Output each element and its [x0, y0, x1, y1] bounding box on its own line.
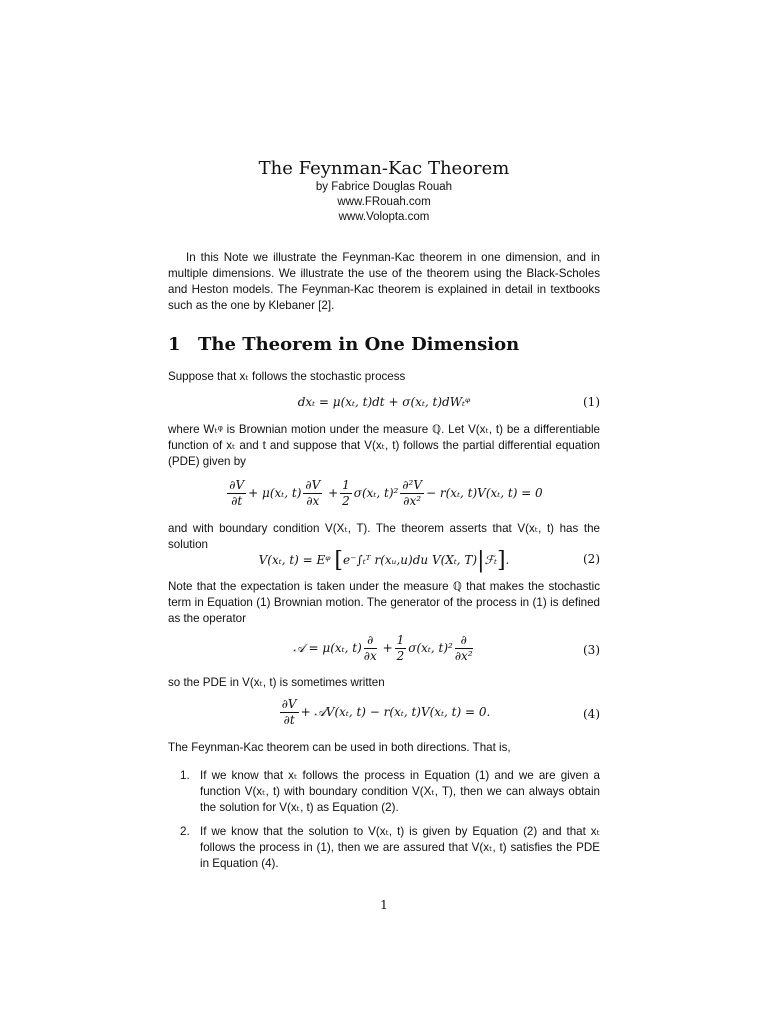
frac-half-3: $\frac{1}{2}$	[396, 633, 405, 663]
list-item-number: 1.	[180, 769, 190, 782]
paper-title: The Feynman-Kac Theorem	[258, 158, 510, 179]
list-item	[180, 768, 600, 816]
list-item-text: If we know that the solution to V(xₜ, t) is given by Equation (2) and that xₜ follows the process in (1), then we are assured that V(xₜ, t) satisfies the PDE in Equation (4).	[200, 825, 600, 870]
frac-d2v-dx2: $\frac{\text{∂²V}}{\text{∂x²}}$	[402, 478, 423, 508]
page-number: 1	[380, 898, 388, 912]
equation-2-number: (2)	[583, 552, 600, 566]
frac-d-dx: $\frac{\partial}{\partial x}$	[363, 633, 377, 663]
paragraph-6	[168, 740, 600, 756]
frac-half: $\frac{1}{2}$	[342, 478, 350, 508]
paragraph-1-text: Suppose that xₜ follows the stochastic process	[168, 370, 406, 383]
equation-1-body: dxₜ = μ(xₜ, t)dt + σ(xₜ, t)dWₜᵠ	[297, 395, 471, 409]
frac-dv-dx: $\frac{\partial V}{\partial x}$	[305, 478, 321, 508]
equation-1	[168, 395, 600, 413]
list-item-number: 2.	[180, 825, 190, 838]
paragraph-5-text: so the PDE in V(xₜ, t) is sometimes written	[168, 676, 385, 689]
author-line: by Fabrice Douglas Rouah	[315, 181, 453, 193]
equation-4: $\frac{\partial V}{\partial t}$ + 𝒜V(xₜ, t) − r(xₜ, t)V(xₜ, t) = 0. (4)	[281, 697, 600, 727]
section-number: 1	[168, 334, 181, 355]
equation-4-number: (4)	[583, 707, 600, 721]
paragraph-2	[168, 422, 600, 470]
paragraph-4-text: Note that the expectation is taken under the measure ℚ that makes the stochastic term in Equation (1) Brownian motion. The generator of the process in (1) is defined as the operator	[168, 580, 600, 625]
equation-2: V(xₜ, t) = Eᵠ [e⁻∫ₜᵀ r(xᵤ,u)du V(Xₜ, T)|ℱₜ]. (2)	[258, 548, 600, 573]
section-heading	[168, 334, 519, 355]
section-title: The Theorem in One Dimension	[198, 334, 520, 355]
equation-pde: $\frac{\partial V}{\partial t}$ + μ(xₜ, t) $\frac{\partial V}{\partial x}$ + $\frac{1}{2}$ σ(xₜ, t)² $\frac{\text{∂²V}}{\text{∂x²}}$ − r(xₜ, t)V(xₜ, t) = 0	[229, 478, 543, 508]
website-1: www.FRouah.com	[337, 196, 431, 208]
frac-dv-dt: $\frac{\partial V}{\partial t}$	[229, 478, 245, 508]
numbered-list	[180, 768, 600, 880]
intro-paragraph	[168, 250, 600, 314]
list-item-text: If we know that xₜ follows the process in Equation (1) and we are given a function V(xₜ, t) with boundary condition V(Xₜ, T), then we can always obtain the solution for V(xₜ, t) as Equation (2).	[200, 769, 600, 814]
equation-3-number: (3)	[583, 643, 600, 657]
equation-1-number: (1)	[583, 395, 600, 409]
website-2: www.Volopta.com	[338, 211, 430, 223]
list-item	[180, 824, 600, 872]
paragraph-1	[168, 369, 600, 385]
paragraph-4	[168, 579, 600, 627]
paragraph-3-text: and with boundary condition V(Xₜ, T). The theorem asserts that V(xₜ, t) has the solution	[168, 522, 600, 551]
paragraph-6-text: The Feynman-Kac theorem can be used in both directions. That is,	[168, 741, 511, 754]
paragraph-2-text: where Wₜᵠ is Brownian motion under the measure ℚ. Let V(xₜ, t) be a differentiable function of xₜ and t and suppose that V(xₜ, t) follows the partial differential equation (PDE) given by	[168, 423, 600, 468]
paragraph-5	[168, 675, 600, 691]
frac-dv-dt-4: $\frac{\partial V}{\partial t}$	[281, 697, 297, 727]
intro-text: In this Note we illustrate the Feynman-Kac theorem in one dimension, and in multiple dimensions. We illustrate the use of the theorem using the Black-Scholes and Heston models. The Feynman-Kac theorem is explained in detail in textbooks such as the one by Klebaner [2].	[168, 251, 600, 312]
frac-d-dx2: $\frac{\partial}{\text{∂x²}}$	[454, 633, 473, 663]
equation-3: 𝒜 = μ(xₜ, t) $\frac{\partial}{\partial x}$ + $\frac{1}{2}$ σ(xₜ, t)² $\frac{\partial}{\text{∂x²}}$ (3)	[293, 633, 600, 663]
